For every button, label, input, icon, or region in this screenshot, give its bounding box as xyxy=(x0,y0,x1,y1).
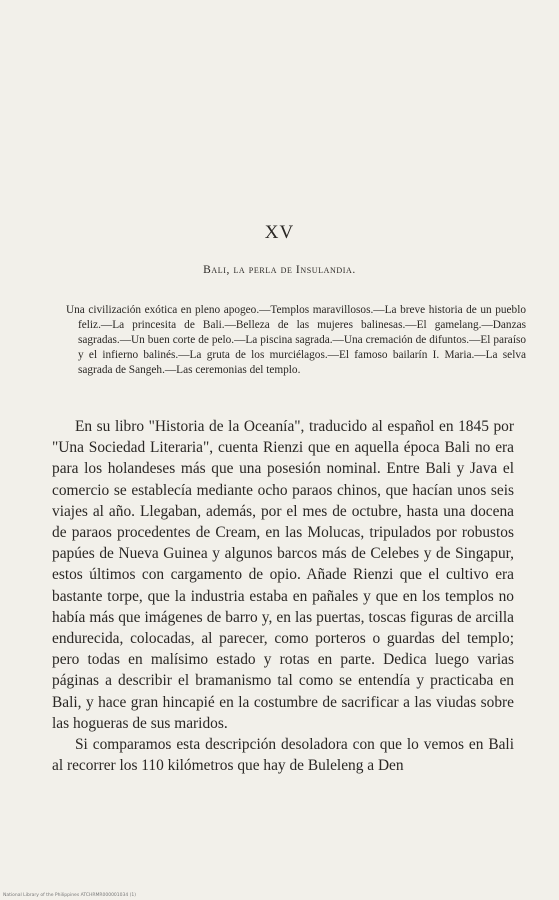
chapter-number: XV xyxy=(264,222,295,243)
scan-footer: National Library of the Philippines ATCHRMR000001034 (1) xyxy=(3,893,137,898)
paragraph-2: Si comparamos esta descripción desoladora con que lo vemos en Bali al recorrer los 110 kilómetros que hay de Buleleng a Den xyxy=(52,736,514,775)
body-text xyxy=(52,416,514,776)
chapter-title: Bali, la perla de Insulandia. xyxy=(203,264,356,276)
chapter-summary: Una civilización exótica en pleno apogeo.—Templos maravillosos.—La breve historia de un pueblo feliz.—La princesita de Bali.—Belleza de las mujeres balinesas.—El gamelang.—Danzas sagradas.—Un buen corte de pelo.—La piscina sagrada.—Una cremación de difuntos.—El paraíso y el infierno balinés.—La gruta de los murciélagos.—El famoso bailarín I. Maria.—La selva sagrada de Sangeh.—Las ceremonias del templo. xyxy=(66,304,526,376)
paragraph-1: En su libro "Historia de la Oceanía", traducido al español en 1845 por "Una Sociedad Literaria", cuenta Rienzi que en aquella época Bali no era para los holandeses más que una posesión nominal. Entre Bali y Java el comercio se establecía mediante ocho paraos chinos, que hacían unos seis viajes al año. Llegaban, además, por el mes de octubre, hasta una docena de paraos procedentes de Cream, en las Molucas, tripulados por robustos papúes de Nueva Guinea y algunos barcos más de Celebes y de Singapur, estos últimos con cargamento de opio. Añade Rienzi que el cultivo era bastante torpe, que la industria estaba en pañales y que en los templos no había más que imágenes de barro y, en las puertas, toscas figuras de arcilla endurecida, colocadas, al parecer, como porteros o guardas del templo; pero todas en malísimo estado y rotas en parte. Dedica luego varias páginas a describir el bramanismo tal como se entendía y practicaba en Bali, y hace gran hincapié en la costumbre de sacrificar a las viudas sobre las hogueras de sus maridos. xyxy=(52,418,514,732)
